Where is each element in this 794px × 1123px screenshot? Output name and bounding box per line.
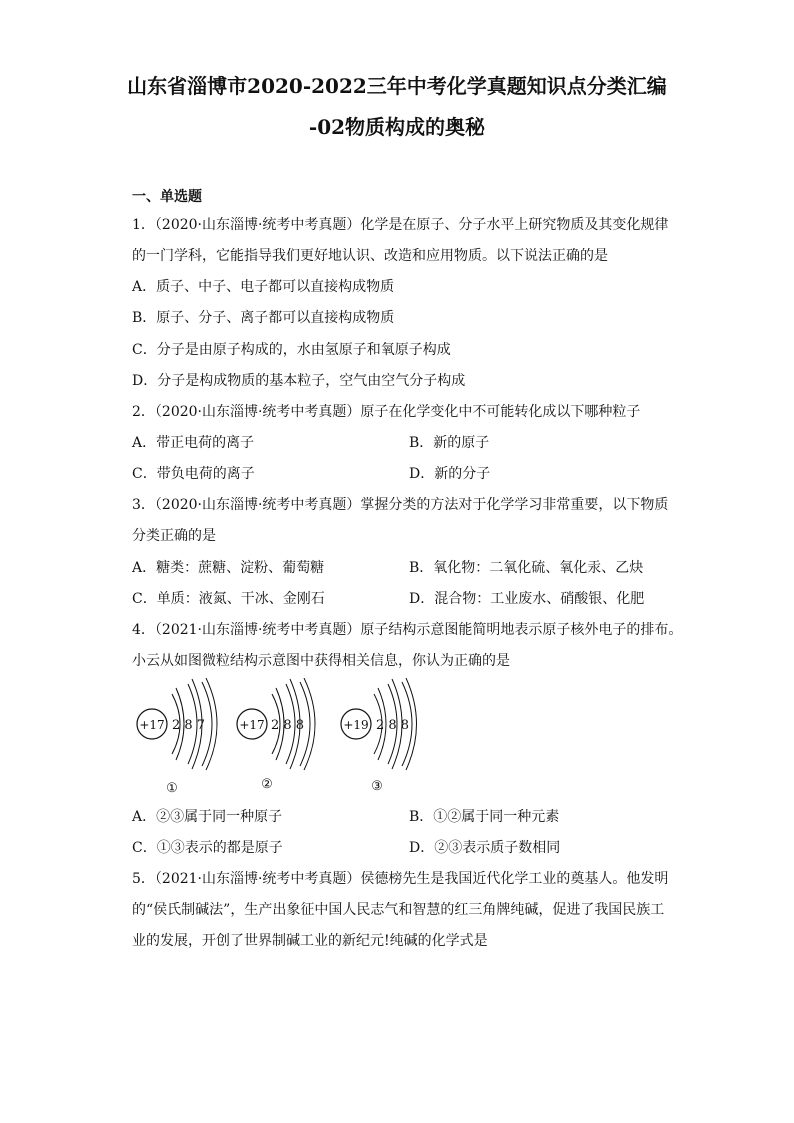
atom-1-shells: 2 8 7: [172, 718, 206, 733]
q2-option-d: D．新的分子: [409, 466, 491, 482]
q3-option-d: D．混合物：工业废水、硝酸银、化肥: [409, 591, 645, 607]
q4-stem-line-2: 小云从如图微粒结构示意图中获得相关信息，你认为正确的是: [132, 653, 510, 669]
q3-option-b: B．氧化物：二氧化硫、氧化汞、乙炔: [409, 560, 644, 576]
q1-option-d: D．分子是构成物质的基本粒子，空气由空气分子构成: [132, 373, 466, 389]
q5-stem-line-1: 5．（2021·山东淄博·统考中考真题）侯德榜先生是我国近代化学工业的奠基人。他发明: [132, 871, 669, 887]
atom-2-shells: 2 8 8: [271, 718, 305, 733]
q4-stem-line-1: 4．（2021·山东淄博·统考中考真题）原子结构示意图能简明地表示原子核外电子的排布。: [132, 622, 683, 638]
q3-option-a: A．糖类：蔗糖、淀粉、葡萄糖: [132, 560, 325, 576]
section-heading: 一、单选题: [132, 189, 202, 205]
document-title-line-1: 山东省淄博市2020-2022三年中考化学真题知识点分类汇编: [127, 74, 667, 98]
atom-diagram-3: [341, 678, 417, 794]
document-title-line-2: -02物质构成的奥秘: [308, 115, 486, 139]
atom-1-label: ①: [166, 781, 178, 796]
q4-option-b: B．①②属于同一种元素: [409, 809, 560, 825]
atom-3-nucleus: +19: [343, 718, 369, 732]
q3-stem-line-1: 3．（2020·山东淄博·统考中考真题）掌握分类的方法对于化学学习非常重要，以下物质: [132, 497, 669, 513]
q4-option-a: A．②③属于同一种原子: [132, 809, 283, 825]
atom-2-label: ②: [261, 777, 273, 792]
atom-diagram-1: [137, 678, 217, 796]
q5-stem-line-3: 业的发展，开创了世界制碱工业的新纪元!纯碱的化学式是: [132, 933, 488, 949]
q4-option-d: D．②③表示质子数相同: [409, 840, 561, 856]
q5-stem-line-2: 的“侯氏制碱法”，生产出象征中国人民志气和智慧的红三角牌纯碱，促进了我国民族工: [132, 902, 665, 918]
atom-diagram-2: [237, 678, 315, 792]
q1-option-a: A．质子、中子、电子都可以直接构成物质: [132, 279, 395, 295]
atom-3-shells: 2 8 8: [376, 718, 410, 733]
atom-1-nucleus: +17: [139, 718, 165, 732]
q2-stem-line-1: 2．（2020·山东淄博·统考中考真题）原子在化学变化中不可能转化成以下哪种粒子: [132, 404, 641, 420]
q2-option-c: C．带负电荷的离子: [132, 466, 255, 482]
q2-option-b: B．新的原子: [409, 435, 490, 451]
q2-option-a: A．带正电荷的离子: [132, 435, 255, 451]
atomic-structure-diagram: [130, 678, 430, 798]
q3-stem-line-2: 分类正确的是: [132, 528, 216, 544]
q1-stem-line-1: 1．（2020·山东淄博·统考中考真题）化学是在原子、分子水平上研究物质及其变化规律: [132, 217, 669, 233]
q3-option-c: C．单质：液氮、干冰、金刚石: [132, 591, 325, 607]
q1-stem-line-2: 的一门学科，它能指导我们更好地认识、改造和应用物质。以下说法正确的是: [132, 248, 608, 264]
atom-3-label: ③: [371, 779, 383, 794]
q1-option-c: C．分子是由原子构成的，水由氢原子和氧原子构成: [132, 342, 451, 358]
q1-option-b: B．原子、分子、离子都可以直接构成物质: [132, 310, 395, 326]
q4-option-c: C．①③表示的都是原子: [132, 840, 283, 856]
atom-2-nucleus: +17: [239, 718, 265, 732]
